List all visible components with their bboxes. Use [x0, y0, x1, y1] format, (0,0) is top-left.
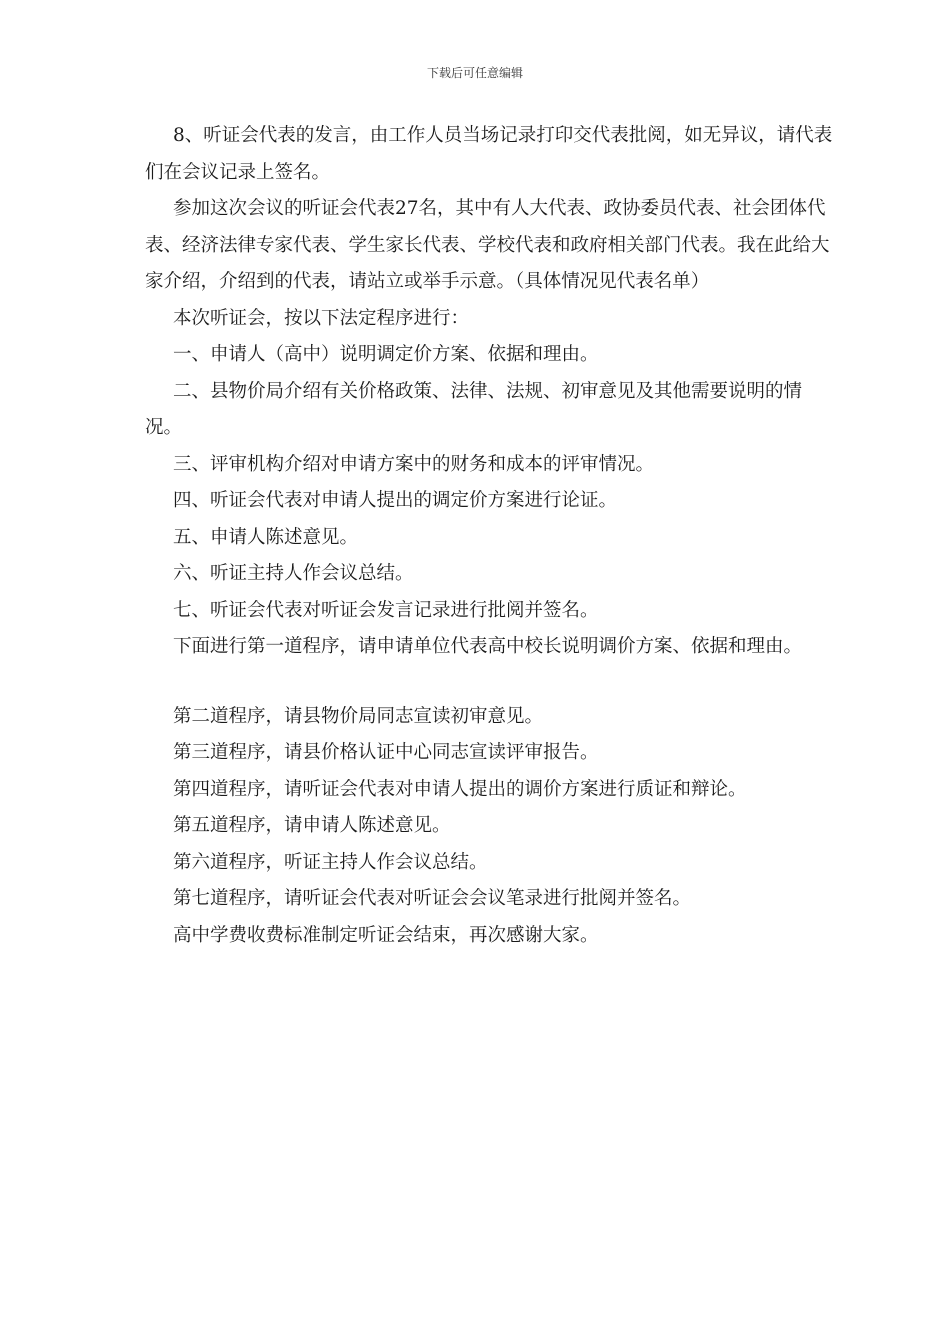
page-header-note: 下载后可任意编辑: [426, 66, 523, 80]
paragraph-step-1: 下面进行第一道程序，请申请单位代表高中校长说明调价方案、依据和理由。: [173, 636, 803, 657]
paragraph-step-3: 第三道程序，请县价格认证中心同志宣读评审报告。: [173, 742, 599, 763]
procedure-item-5: 五、申请人陈述意见。: [173, 526, 359, 548]
paragraph-step-6: 第六道程序，听证主持人作会议总结。: [173, 851, 488, 873]
paragraph-step-7: 第七道程序，请听证会代表对听证会会议笔录进行批阅并签名。: [173, 888, 692, 909]
paragraph-representatives: 参加这次会议的听证会代表27名，其中有人大代表、政协委员代表、社会团体代表、经济法律专家代表、学生家长代表、学校代表和政府相关部门代表。我在此给大家介绍，介绍到的代表，请站立或举手示意。（具体情况见代表名单）: [145, 198, 830, 292]
procedure-item-3: 三、评审机构介绍对申请方案中的财务和成本的评审情况。: [173, 453, 655, 475]
procedure-item-4: 四、听证会代表对申请人提出的调定价方案进行论证。: [173, 490, 618, 511]
paragraph-step-2: 第二道程序，请县物价局同志宣读初审意见。: [173, 705, 544, 727]
procedure-item-7: 七、听证会代表对听证会发言记录进行批阅并签名。: [173, 599, 599, 621]
paragraph-step-4: 第四道程序，请听证会代表对申请人提出的调价方案进行质证和辩论。: [173, 778, 747, 800]
paragraph-closing: 高中学费收费标准制定听证会结束，再次感谢大家。: [173, 924, 599, 946]
procedure-item-2: 二、县物价局介绍有关价格政策、法律、法规、初审意见及其他需要说明的情况。: [145, 380, 803, 438]
procedure-item-6: 六、听证主持人作会议总结。: [173, 563, 414, 584]
blank-line: [145, 666, 835, 699]
paragraph-rep-speech: 8、听证会代表的发言，由工作人员当场记录打印交代表批阅，如无异议，请代表们在会议记录上签名。: [145, 125, 833, 183]
procedure-item-1: 一、申请人（高中）说明调定价方案、依据和理由。: [173, 344, 599, 365]
paragraph-procedure-intro: 本次听证会，按以下法定程序进行：: [173, 307, 470, 329]
document-body: [145, 118, 835, 954]
paragraph-step-5: 第五道程序，请申请人陈述意见。: [173, 815, 451, 836]
